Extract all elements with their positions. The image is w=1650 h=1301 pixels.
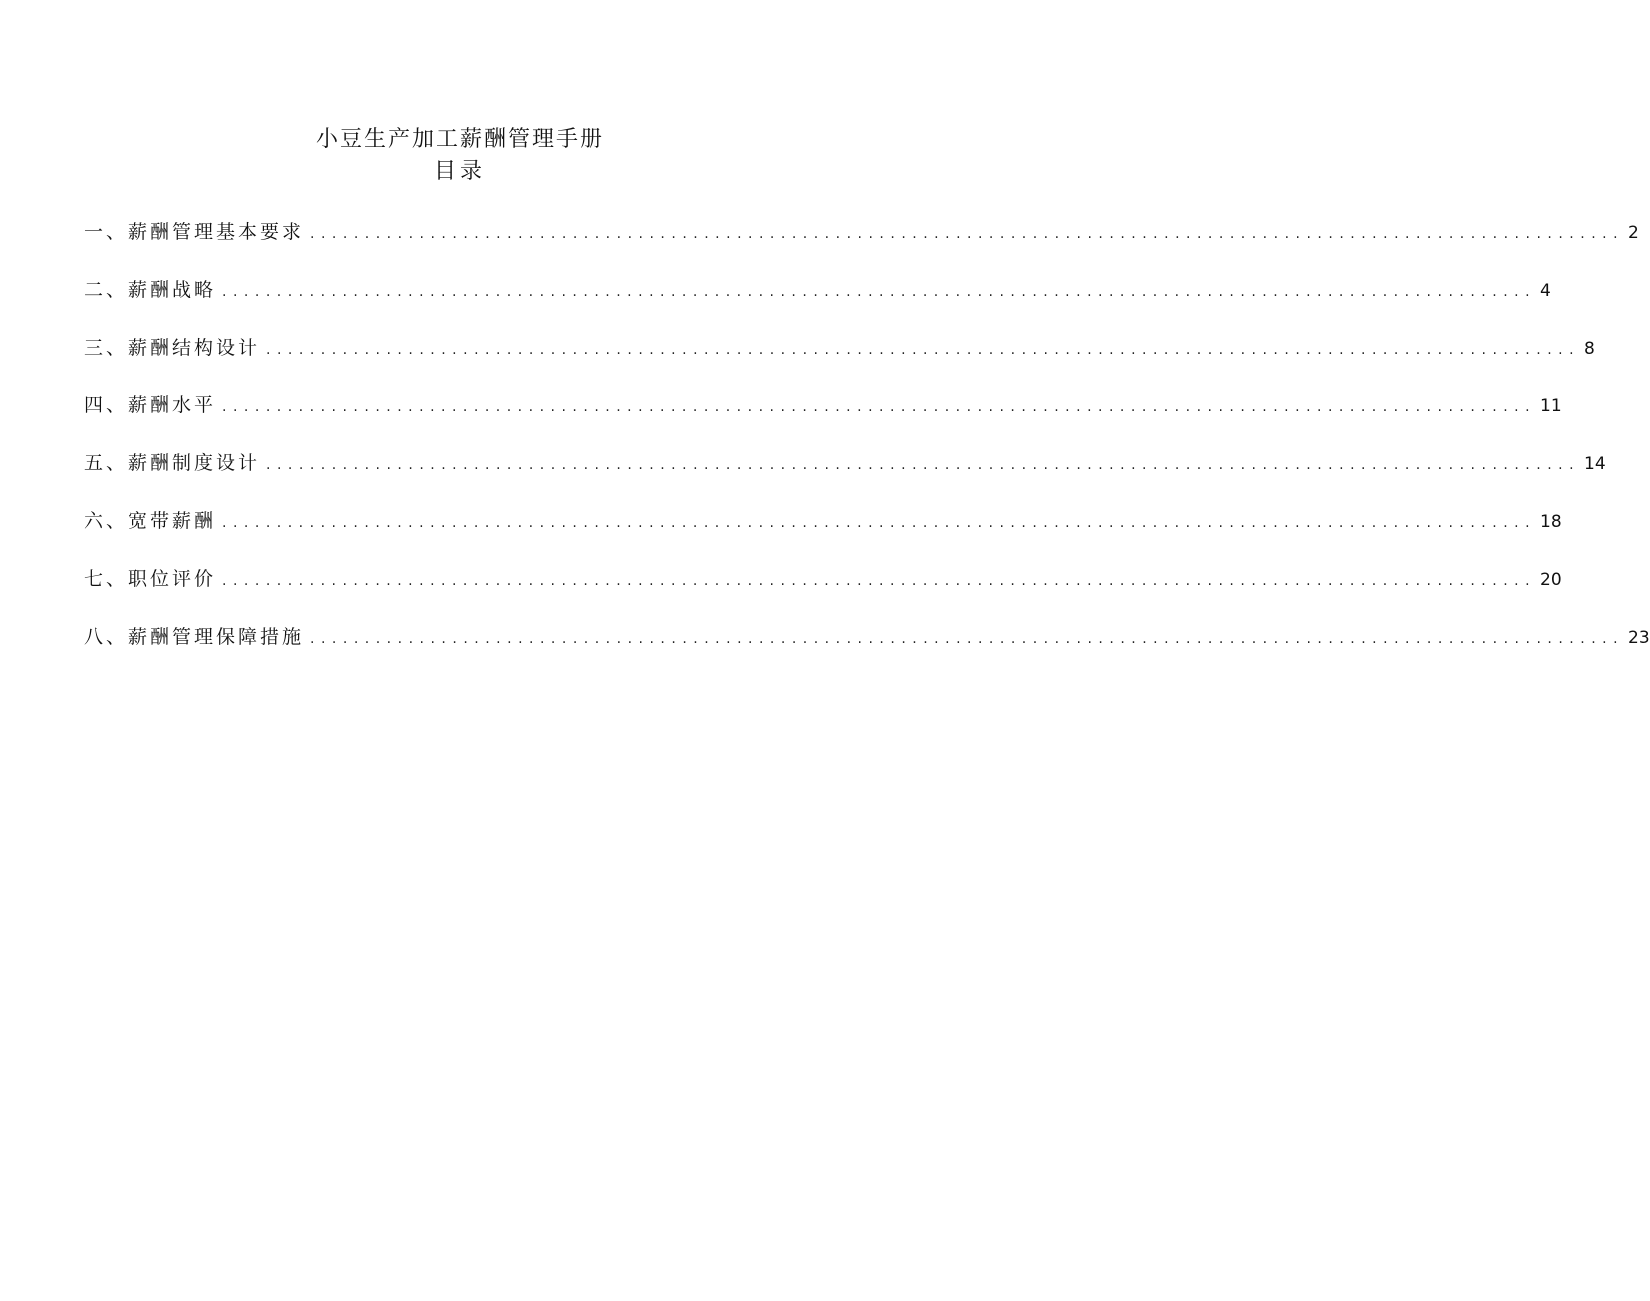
toc-entry-label: 二、薪酬战略: [84, 278, 217, 301]
toc-entry-label: 六、宽带薪酬: [84, 509, 217, 532]
toc-dot-leader: ........................................................................................................................: [222, 572, 1537, 589]
title-block: [0, 124, 920, 188]
toc-entry[interactable]: [84, 447, 1606, 505]
toc-entry[interactable]: [84, 332, 1595, 390]
toc-entry-page-number: 18: [1540, 511, 1562, 532]
toc-entry-page-number: 8: [1584, 338, 1595, 359]
toc-entry[interactable]: [84, 621, 1650, 679]
toc-dot-leader: ........................................................................................................................: [310, 226, 1625, 242]
toc-entry-page-number: 11: [1540, 396, 1562, 417]
toc-entry-page-number: 2: [1628, 223, 1639, 243]
toc-entry[interactable]: [84, 563, 1562, 621]
toc-entry-page-number: 23: [1628, 627, 1650, 648]
toc-entry-label: 一、薪酬管理基本要求: [84, 221, 305, 243]
toc-dot-leader: ........................................................................................................................: [310, 630, 1625, 647]
toc-entry-page-number: 4: [1540, 280, 1551, 301]
toc-entry[interactable]: [84, 216, 1639, 274]
toc-entry-label: 八、薪酬管理保障措施: [84, 625, 305, 648]
toc-dot-leader: ........................................................................................................................: [222, 514, 1537, 531]
table-of-contents: [84, 216, 1650, 678]
toc-entry-label: 四、薪酬水平: [84, 394, 217, 417]
toc-dot-leader: ........................................................................................................................: [222, 283, 1537, 300]
toc-dot-leader: ........................................................................................................................: [222, 399, 1537, 416]
toc-entry-label: 七、职位评价: [84, 567, 217, 590]
toc-dot-leader: ........................................................................................................................: [266, 341, 1581, 358]
toc-entry-label: 三、薪酬结构设计: [84, 336, 261, 359]
toc-entry-page-number: 20: [1540, 569, 1562, 590]
toc-entry[interactable]: [84, 389, 1562, 447]
document-title: 小豆生产加工薪酬管理手册: [315, 127, 604, 152]
toc-heading: 目录: [433, 159, 486, 184]
toc-entry[interactable]: [84, 505, 1562, 563]
toc-entry[interactable]: [84, 274, 1551, 332]
toc-entry-page-number: 14: [1584, 454, 1606, 475]
toc-dot-leader: ........................................................................................................................: [266, 457, 1581, 474]
toc-entry-label: 五、薪酬制度设计: [84, 452, 261, 475]
